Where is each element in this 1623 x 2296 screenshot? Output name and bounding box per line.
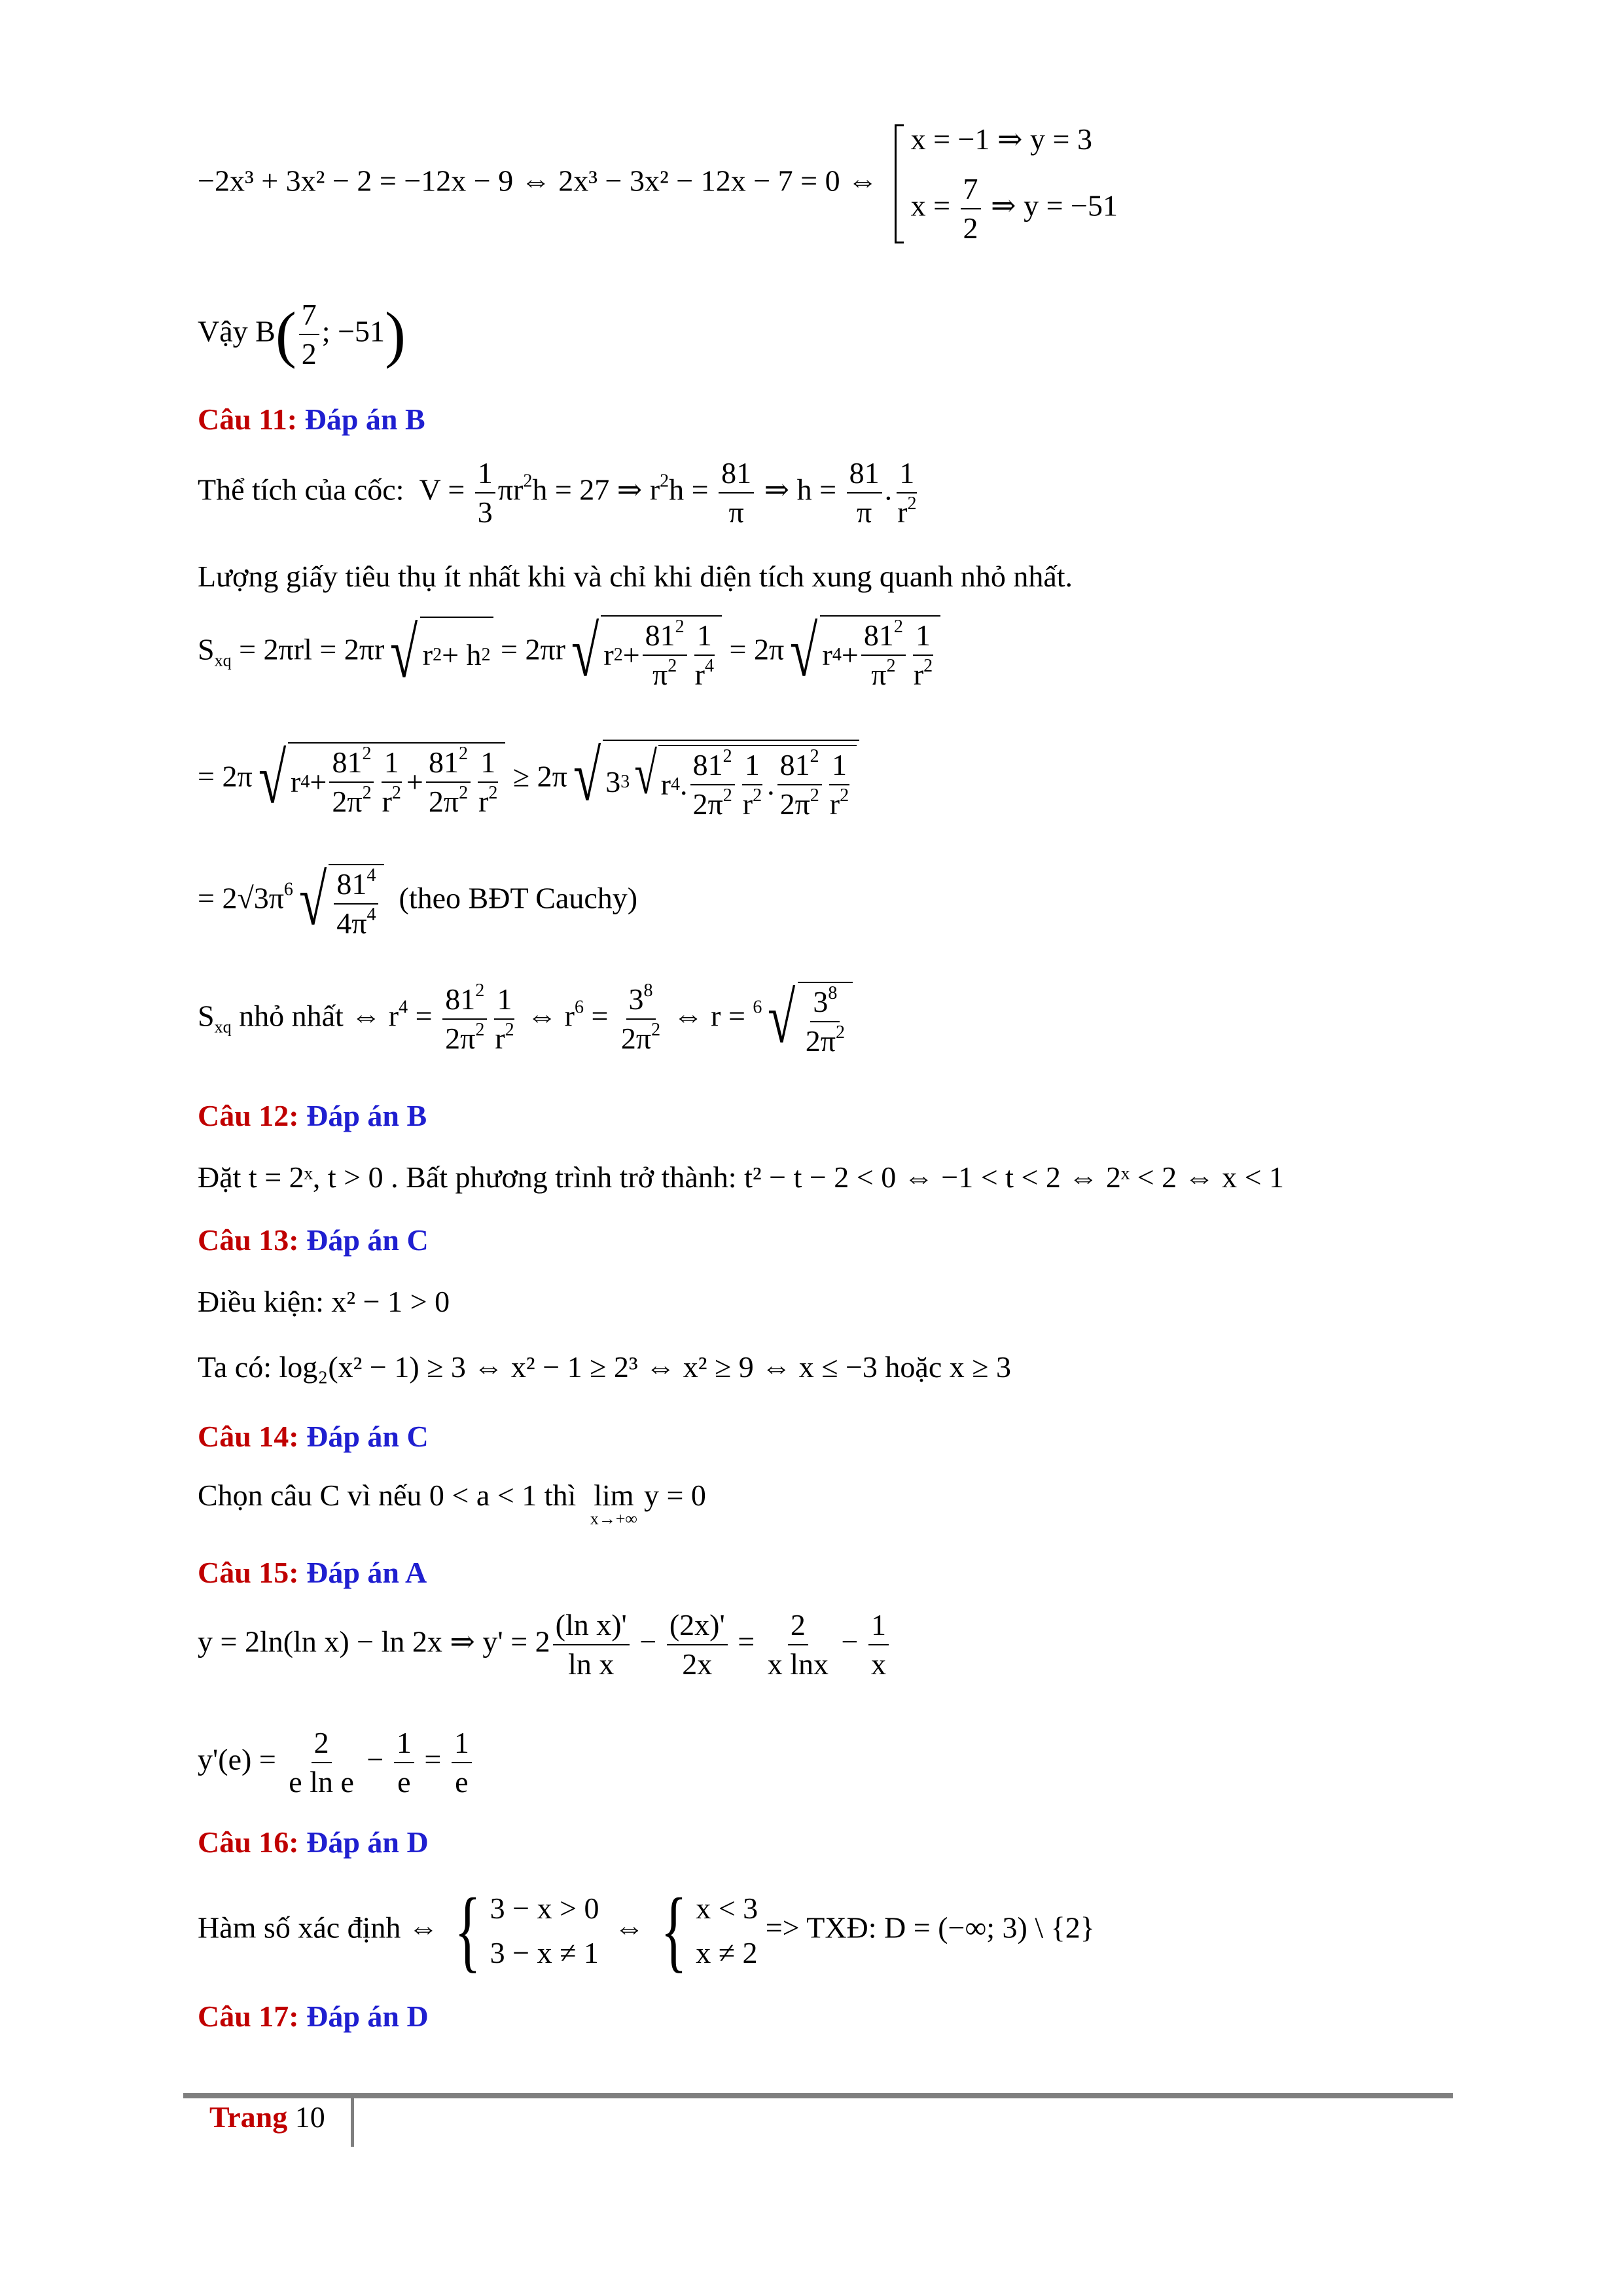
footer-divider (351, 2094, 354, 2147)
derivative-line-1: y = 2ln(ln x) − ln 2x ⇒ y' = 2 $\frac{\text{(ln x)'}}{\text{ln x}}$ − $\frac{(2x)'}{2x}$ = $\frac{2}{\text{x lnx}}$ − $\frac{1}{x}$ (198, 1610, 891, 1679)
volume-line: Thể tích của cốc: V = $\frac{1}{3}$ $\pi r^2h = 27$ ⇒ $r^2h$ = $\frac{81}{\pi}$ ⇒ h = $\frac{81}{\pi}$ . $\frac{1}{r^2}$ (198, 456, 917, 529)
question-14-solution: Chọn câu C vì nếu 0 < a < 1 thì lim x→+∞ y = 0 (198, 1479, 706, 1528)
sxq-formula-2: = 2π √ r 4 + $\frac{81^2}{2\pi^2}$ $\frac{1}{r^2}$ + $\frac{81^2}{2\pi^2}$ $\frac{1}{r^2}$ ≥ 2π √ 3 3 √ r 4 . $\frac{81^2}{2\pi^2}$ $\frac{1}{r^2}$ . $\frac{81^2}{2\pi^2}$ $\frac{1}{r^2}$ (198, 740, 859, 819)
footer-rule (183, 2093, 1453, 2098)
system-2: x < 3 x ≠ 2 (696, 1892, 758, 1969)
question-13-header: Câu 13: Đáp án C (198, 1223, 429, 1257)
conclusion-point-b: Vậy B( $\frac{7}{2}$ ; −51) (198, 298, 406, 370)
question-11-header: Câu 11: Đáp án B (198, 403, 425, 436)
system-1: 3 − x > 0 3 − x ≠ 1 (490, 1892, 599, 1969)
cubic-lhs: −2x³ + 3x² − 2 = −12x − 9 ⇔ 2x³ − 3x² − 12x − 7 = 0 ⇔ (198, 164, 878, 198)
case-1: x = −1 ⇒ y = 3 (910, 122, 1092, 156)
question-12-solution: Đặt t = 2ˣ, t > 0 . Bất phương trình trở thành: t² − t − 2 < 0 ⇔ −1 < t < 2 ⇔ 2ˣ < 2 ⇔ x < 1 (198, 1160, 1285, 1194)
solution-bracket (895, 124, 1118, 243)
case-2: x = $\frac{7}{2}$ ⇒ y = −51 (910, 172, 1118, 245)
sxq-min-line: $S_{xq}$ nhỏ nhất ⇔ $r^4$ = $\frac{81^2}{2\pi^2}$ $\frac{1}{r^2}$ ⇔ $r^6$ = $\frac{3^8}{2\pi^2}$ ⇔ r = $^6$ √ $\frac{3^8}{2\pi^2}$ (198, 982, 853, 1056)
question-13-solution: Ta có: log₂(x² − 1) ≥ 3 ⇔ x² − 1 ≥ 2³ ⇔ x² ≥ 9 ⇔ x ≤ −3 hoặc x ≥ 3 (198, 1350, 1012, 1384)
question-13-condition: Điều kiện: x² − 1 > 0 (198, 1285, 450, 1318)
question-12-header: Câu 12: Đáp án B (198, 1099, 427, 1132)
fraction-7-2: $\frac{7}{2}$ (299, 300, 319, 369)
page-number: 10 (294, 2100, 325, 2134)
fraction-7-2: $\frac{7}{2}$ (961, 174, 981, 243)
question-14-header: Câu 14: Đáp án C (198, 1420, 429, 1453)
page-footer (209, 2100, 325, 2134)
question-15-header: Câu 15: Đáp án A (198, 1556, 427, 1589)
page-label: Trang (209, 2100, 288, 2134)
derivative-line-2: y'(e) = $\frac{2}{\text{e ln e}}$ − $\frac{1}{e}$ = $\frac{1}{e}$ (198, 1728, 474, 1797)
equation-cubic (198, 124, 1118, 243)
question-16-solution: Hàm số xác định ⇔ { 3 − x > 0 3 − x ≠ 1 ⇔ { x < 3 x ≠ 2 => TXĐ: D = (−∞; 3) \ {2} (198, 1880, 1095, 1981)
question-17-header: Câu 17: Đáp án D (198, 2000, 429, 2033)
sxq-formula-1: $S_{xq} = 2\pi rl = 2\pi r$ √ r 2 + h 2 = 2πr √ r 2 + $\frac{81^2}{\pi^2}$ $\frac{1}{r^4}$ = 2π √ r 4 + $\frac{81^2}{\pi^2}$ $\frac{1}{r^2}$ (198, 615, 940, 690)
question-16-header: Câu 16: Đáp án D (198, 1825, 429, 1859)
sxq-formula-3: = $2√3\pi^6$ √ $\frac{81^4}{4\pi^4}$ (theo BĐT Cauchy) (198, 860, 638, 940)
paper-usage-line: Lượng giấy tiêu thụ ít nhất khi và chỉ khi diện tích xung quanh nhỏ nhất. (198, 560, 1073, 593)
